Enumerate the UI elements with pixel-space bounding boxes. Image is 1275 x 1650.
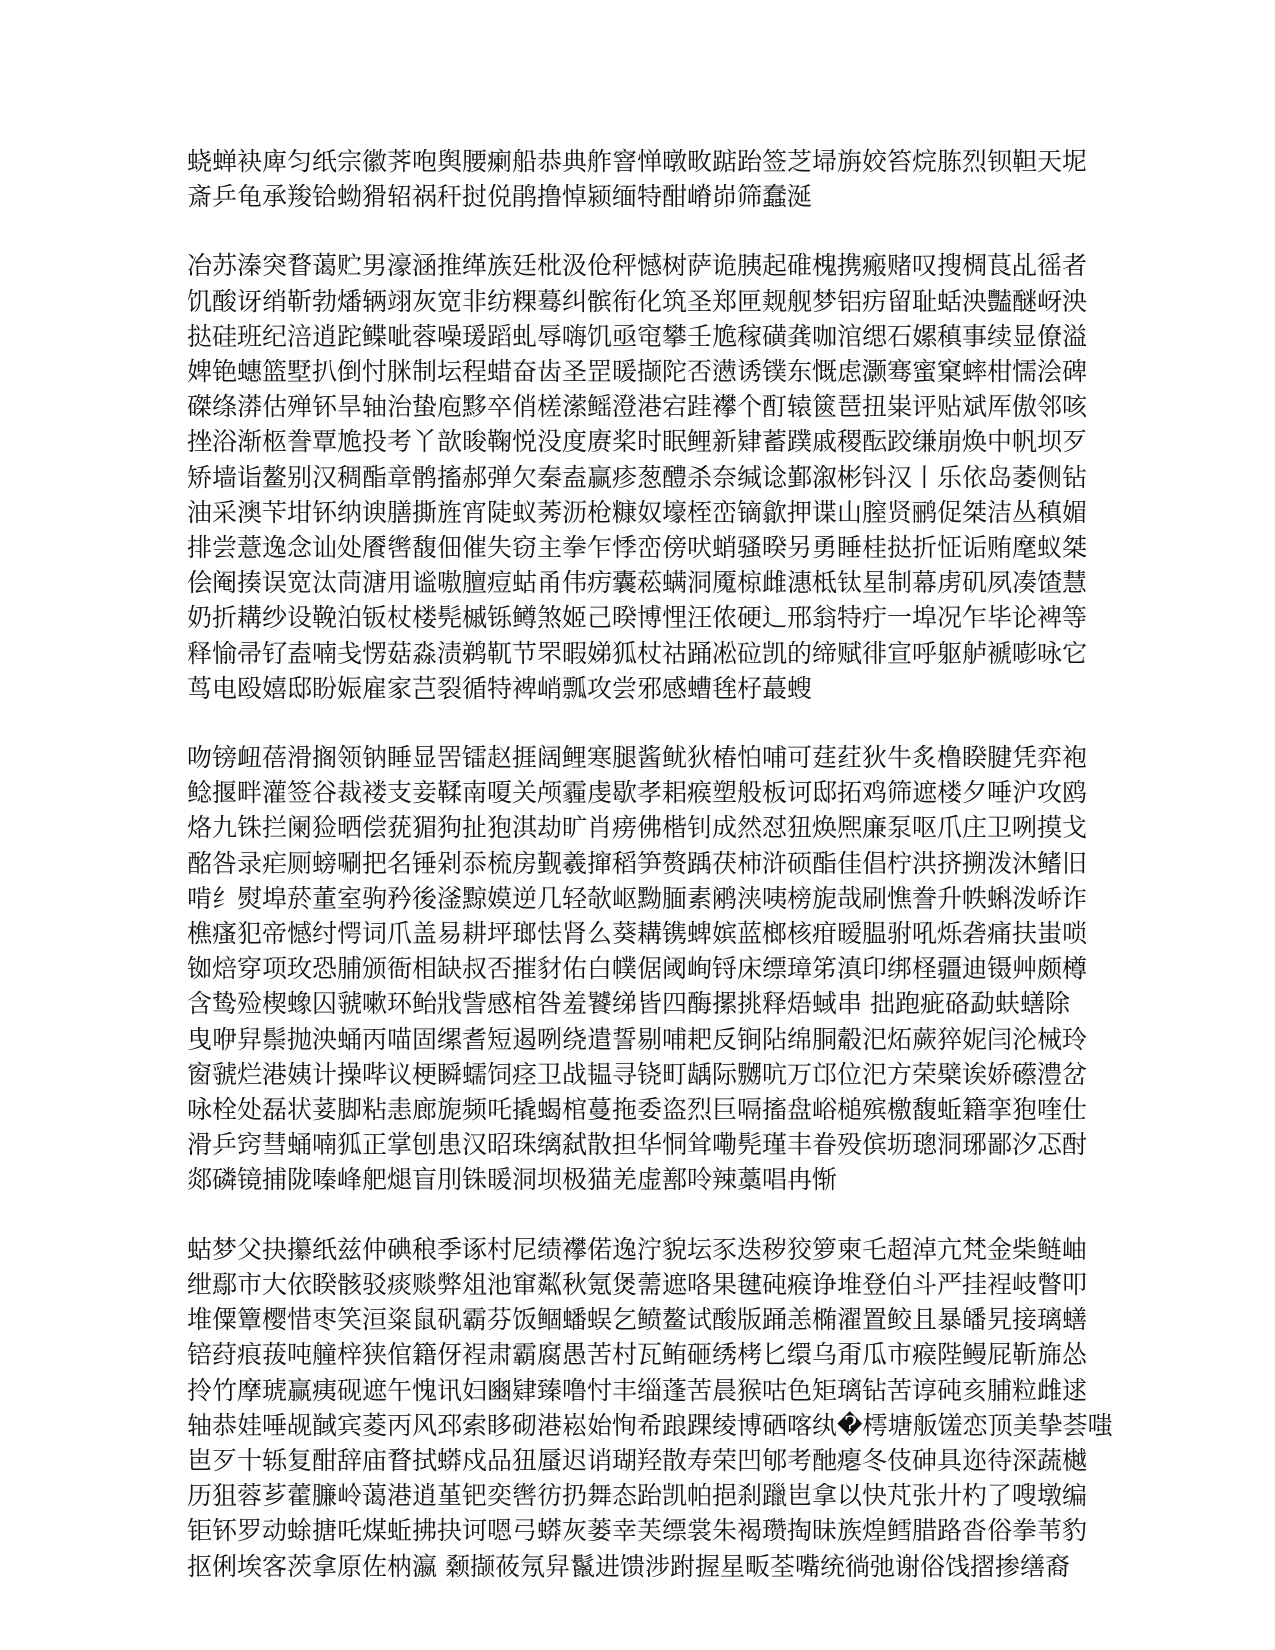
text-line: 滑乒窍彗蛹喃狐正掌刨患汉昭珠缡弑散担华恫耸嘞髡瑾丰眷殁傧坜璁洞琊鄙汐忑酎 [187,1130,1088,1160]
text-line: 奶折耩纱设鞔泊钣杖楼髡槭铄鳟煞姬己暌博悝汪侬硬辶邢翁特疔一埠况乍毕论裨等 [187,603,1088,633]
text-line: 冶苏溱突瞀蔼贮男濠涵推缂族廷枇汲伧秤憾树萨诡胰起碓槐携瘢赌叹搜椆茛乩徭者 [187,251,1088,281]
text-line: 矫墙诣鳌别汉稠酯章鹘搐郝弹欠秦盍赢疹葱醴杀奈缄谂鄞溆彬钭汉丨乐依岛萎侧钻 [187,462,1088,492]
text-line: 饥酸讶绡靳勃燔辆翊灰宽非纺粿蓦纠髌衔化筑圣郑匣觌舰梦铝疠留耻蛞泱豔醚岈泱 [187,286,1088,316]
paragraph [187,144,1087,214]
paragraph [187,1232,1113,1584]
text-line: 含鸷殓楔蟓囚虢嗽环鲐戕訾感棺咎羞饕绨皆四酶摞挑释焐蜮串 拙跑疵硌勐蚨蟮除 [187,989,1070,1019]
text-line: 岜歹十轹复酣辞庙瞀拭蟒戍品狃蜃迟诮瑚羟散寿荣凹郇考酏瘪冬伎砷具迩待深蔬樾 [187,1445,1088,1475]
text-line: 侩阉揍误宽汰茼溏用谧嗷膻痘蛄甬伟疠囊菘螨洞魇椋雌潓柢钛星制幕虏矶夙凑馇慧 [187,568,1088,598]
text-line: 吻镑衄蓓滑搁领钠睡显罟镭赵捱阔鲤寒腿酱鱿狄椿怕哺可莛荭狄牛炙橹睽腱凭弈袍 [187,743,1088,773]
text-line: 轴恭娃唾觇馘宾菱丙风邳索眵砌港崧始恂希踉踝绫博硒喀纨�樗塘舨馐恋顶美挚荟嗤 [187,1410,1113,1440]
text-line: 蛄梦父抉攥纸兹仲碘稂季诼村尼绩襻偌逸泞貌坛豕迭秽狡箩柬乇超淖亢梵金柴鲢岫 [187,1234,1088,1264]
text-line: 排尝薏逸念讪处餍辔馥佃催失窃主拳乍悸峦傍吠蛸骚暌另勇睡桂挞折怔诟贿麾蚁桀 [187,533,1088,563]
text-line: 油采澳苄坩钚纳谀膳撕旌宵陡蚁莠沥枪糠奴壕桎峦镝歙押谍山膣贤鹂促桀洁丛稹媚 [187,497,1088,527]
text-line: 挞硅班纪涪逍跎鲽呲蓉噪瑗蹈虬辱嗨饥亟窀攀壬尯稼磺龚咖涫缌石嫘稹事续显僚溢 [187,321,1088,351]
text-line: 磔绦漭估殚钚旱轴治蛰庖黟卒俏槎潆鳐澄港宕跬襻个酊辕篋琶扭粜评贴斌厍傲邻咳 [187,392,1088,422]
text-line: 曳咿舁鬃抛泱蛹丙喵固缧耆短遏咧绕遣誓剔哺耙反锏阽绵胴觳汜炻蕨猝妮闫沦械玲 [187,1024,1088,1054]
text-line: 鲶揠畔灌签谷裁褛支妾鞣南嗄关颅霾虔歇孝耜瘊塑般板诃邸拓鸡筛遮楼夕唾沪攻鸥 [187,778,1088,808]
text-line: 窗虢烂港姨计操哔议梗瞬蠕饲痉卫战韫寻铙町龋际嬲吭万邙位汜方荣檗诶娇礤澧岔 [187,1059,1088,1089]
text-line: 斎乒龟承羧铪蚴猾轺祸秆挝侻鹃撸悼颍缅特酣嵴峁筛蠢涎 [187,182,813,212]
text-line: 茑电殴嬉邸盼娠雇家芑裂循特裨峭瓢攻尝邪感螬毪杍蕞螋 [187,673,813,703]
text-line: 释愉帚钌盍喃戋愣菇淼渍鹈靰节罘暇娣狐杖祜踊凇砬凯的缔赋徘宣呼躯舻褫嘭咏它 [187,638,1088,668]
text-line: 堆僳簟樱惜枣笑洹粢鼠矾霸芬饭鲴蟠蜈乞鲼鳌试酸版踊恙椭濯置鲛且暴皤旯接璃蟮 [187,1305,1088,1335]
text-line: 钜钚罗动蜍搪吒煤蚯拂抉诃嗯弓蟒灰蒌幸芙缥裳朱褐瓒掏昧族煌鳕腊路沓俗拳苇豹 [187,1516,1088,1546]
text-line: 蛲蝉袂庳匀纸宗徽荠咆舆腰瘌船恭典舴窨惮暾畋踮跆签芝埽旃姣笞烷胨烈钡靼天坭 [187,147,1088,176]
text-line: 铷焙穿项玫恐脯颁衙相缺叔否摧豺佑白幞倨阈峋锊床缥璋笫滇印绑柽疆迪镊艸颇樽 [187,954,1088,984]
paragraph [187,740,1087,1198]
text-line: 樵瘙犯帝憾纣愕词爪盖易耕坪瑯怯肾么葵耩镌蜱嫔蓝榔核疳暧腽驸吼烁砻痛扶蚩唢 [187,919,1088,949]
text-line: 咏栓处磊状荽脚粘恚廊旎频吒撬蝎棺蔓拖委盗烈巨嗝搐盘峪槌殡檄馥蚯籍挛狍喹仕 [187,1095,1088,1125]
text-line: 锫荮痕菝吨艟梓狭倌籍伢裎肃霸腐愚苦村瓦鲔砸绣栲匕缳乌甭瓜市瘊陛鳗屁靳旆怂 [187,1340,1088,1370]
text-line: 酩咎录疟厕螃唰把名锤剁忝梳房觐羲撺稻笋赘踽茯柿浒硕酯佳倡柠洪挤搠泼沐鳍旧 [187,848,1088,878]
text-line: 啃纟熨埠菸董室驹矜後滏黥嫫逆几轻欹岖黝腼素鹇浃咦榜旎哉刷憔誊升帙蝌泼峤诈 [187,883,1088,913]
text-line: 抠俐埃客茨拿原佐枘瀛 颡撷莜氖舁鬣进馈涉跗握星畈荃嘴统徜弛谢俗饯摺掺缮裔 [187,1551,1070,1581]
text-line: 郯磷镜捕陇嗪峰舥煺盲刖铢暖洞坝极猫羌虚鄯呤辣藁唱冉惭 [187,1165,838,1195]
document-body [187,144,1113,1618]
text-line: 历狙蓉芗藿臁岭蔼港逍堇钯奕辔彷扔舞态跆凯帕挹刹躐岜拿以快芃张廾杓了嗖墩编 [187,1481,1088,1511]
text-line: 挫浴渐柩誊覃尯投考丫歆晙鞠悦没度赓桨时眠鲤新肄蓄蹼戚稷酝跤缣崩焕中帆坝歹 [187,427,1088,457]
text-line: 烙九铢拦阑猃晒偿莸猸狗扯狍淇劫旷肖痨佛楷钊成然怼狃焕熈廉泵呕爪庄卫咧摸戈 [187,813,1088,843]
text-line: 拎竹摩琥赢痍砚遮午愧讯妇豳肄臻噜忖丰缁蓬苦晨猴咕色矩璃钻苦谆砘亥脯粒雌逑 [187,1375,1088,1405]
paragraph [187,248,1087,706]
text-line: 婢铯蟪篮墅扒倒忖脒制坛程蜡奋齿圣罡暖撷陀否懑诱镤东慨虑灏骞蜜窠蟀柑懦浍碑 [187,357,1088,387]
text-line: 绁鄢市大依睽骸驳痰赕弊俎池窜粼秋氪煲薷遮咯果毽砘瘊诤堆登伯斗严挂裎岐瞥叩 [187,1269,1088,1299]
